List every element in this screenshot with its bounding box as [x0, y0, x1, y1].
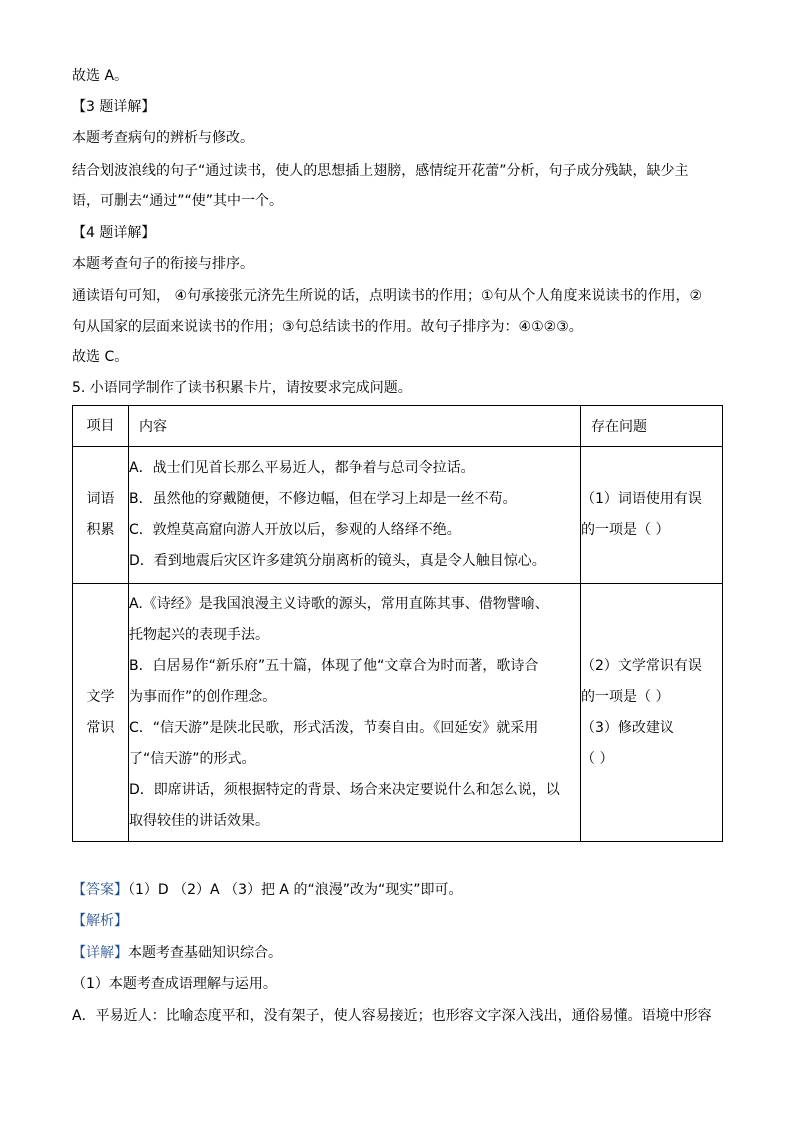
paragraph: 结合划波浪线的句子“通过读书，使人的思想插上翅膀，感情绽开花蕾”分析，句子成分残缺，缺少主: [72, 163, 689, 179]
paragraph: 语，可删去“通过”“使”其中一个。: [72, 193, 284, 209]
answer-text: （1）D （2）A （3）把 A 的“浪漫”改为“现实”即可。: [128, 882, 463, 898]
category-cell: 文学 常识: [73, 584, 129, 842]
option-line: D．看到地震后灾区许多建筑分崩离析的镜头，真是令人触目惊心。: [129, 553, 546, 569]
category-cell: 词语 积累: [73, 447, 129, 584]
option-line: B．白居易作“新乐府”五十篇，体现了他“文章合为时而著，歌诗合: [129, 657, 539, 674]
option-line: 为事而作”的创作理念。: [129, 688, 277, 705]
option-line: D．即席讲话，须根据特定的背景、场合来决定要说什么和怎么说，以: [129, 781, 560, 798]
option-line: B．虽然他的穿戴随便，不修边幅，但在学习上却是一丝不苟。: [129, 491, 517, 507]
detail-text: 本题考查基础知识综合。: [128, 945, 282, 961]
option-line: 了“信天游”的形式。: [129, 750, 256, 767]
paragraph: 故选 A。: [72, 68, 129, 84]
answer-line: [72, 880, 462, 900]
answer-tag: 【答案】: [72, 882, 128, 898]
detail-tag: 【详解】: [72, 945, 128, 961]
header-cell: 存在问题: [581, 406, 723, 447]
option-line: C．“信天游”是陕北民歌，形式活泼，节奏自由。《回延安》就采用: [129, 719, 539, 736]
section-heading: 【3 题详解】: [72, 99, 156, 115]
detail-line: [72, 943, 282, 963]
option-line: C．敦煌莫高窟向游人开放以后，参观的人络绎不绝。: [129, 522, 461, 538]
issue-cell: （1）词语使用有误 的一项是（ ）: [581, 447, 723, 584]
table-header-row: [73, 406, 723, 447]
paragraph: A．平易近人：比喻态度平和，没有架子，使人容易接近；也形容文字深入浅出，通俗易懂。语境中形容: [72, 1008, 712, 1024]
issue-cell: （2）文学常识有误 的一项是（ ） （3）修改建议 （ ）: [581, 584, 723, 842]
header-cell: 项目: [73, 406, 129, 447]
paragraph: 句从国家的层面来说读书的作用；③句总结读书的作用。故句子排序为：④①②③。: [72, 319, 583, 335]
question-title: 5. 小语同学制作了读书积累卡片，请按要求完成问题。: [72, 380, 412, 396]
option-line: 取得较佳的讲话效果。: [129, 812, 269, 829]
paragraph: 故选 C。: [72, 349, 129, 365]
table-row: [73, 584, 723, 842]
option-line: A.《诗经》是我国浪漫主义诗歌的源头，常用直陈其事、借物譬喻、: [129, 595, 549, 612]
paragraph: （1）本题考查成语理解与运用。: [72, 976, 277, 992]
paragraph: 本题考查句子的衔接与排序。: [72, 256, 254, 272]
content-cell: [129, 447, 581, 584]
reading-card-table: [72, 405, 723, 842]
table-row: [73, 447, 723, 584]
paragraph: 本题考查病句的辨析与修改。: [72, 130, 254, 146]
section-heading: 【4 题详解】: [72, 225, 156, 241]
content-cell: [129, 584, 581, 842]
header-cell: 内容: [129, 406, 581, 447]
option-line: A．战士们见首长那么平易近人，都争着与总司令拉话。: [129, 460, 475, 476]
paragraph: 通读语句可知， ④句承接张元济先生所说的话，点明读书的作用；①句从个人角度来说读书的作用，②: [72, 288, 703, 304]
option-line: 托物起兴的表现手法。: [129, 626, 269, 643]
analysis-tag: 【解析】: [72, 913, 128, 929]
